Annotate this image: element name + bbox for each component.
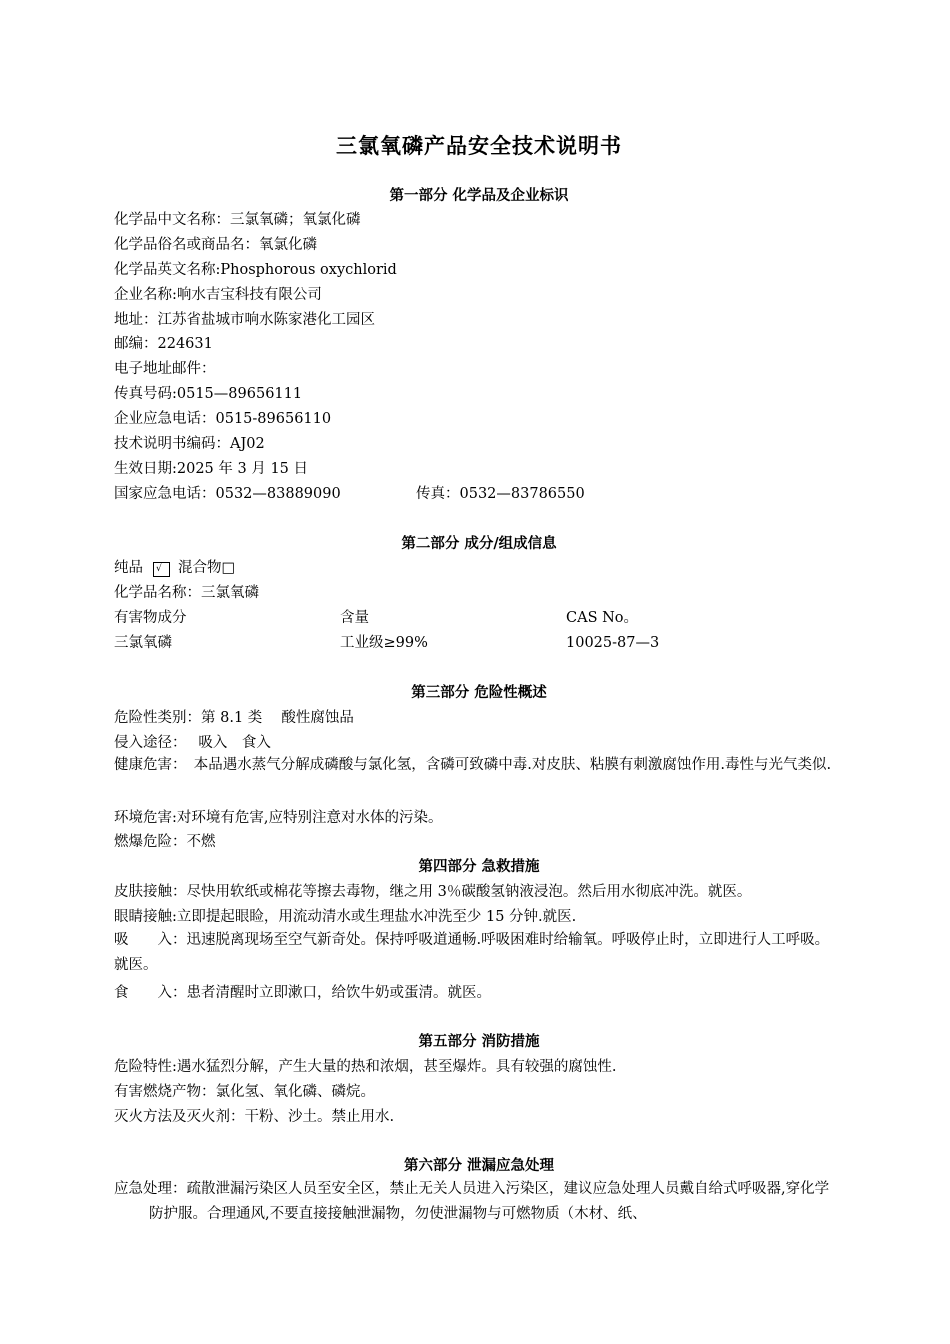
chinese-name-line: 化学品中文名称：三氯氧磷；氧氯化磷 <box>114 212 361 228</box>
emergency-phone-line: 企业应急电话：0515-89656110 <box>114 411 332 427</box>
national-fax: 传真：0532—83786550 <box>416 486 585 502</box>
section-2-heading: 第二部分 成分/组成信息 <box>401 535 557 552</box>
email-line: 电子地址邮件： <box>114 361 216 377</box>
ingestion-line: 食 入：患者清醒时立即漱口，给饮牛奶或蛋清。就医。 <box>114 985 491 1001</box>
health-hazard-paragraph: 健康危害： 本品遇水蒸气分解成磷酸与氯化氢，含磷可致磷中毒.对皮肤、粘膜有刺激腐蚀作用.毒性与光气类似. <box>114 757 832 773</box>
combustion-products-line: 有害燃烧产物：氯化氢、氧化磷、磷烷。 <box>114 1084 375 1100</box>
national-phone: 国家应急电话：0532—83889090 <box>114 486 341 502</box>
skin-contact-line: 皮肤接触：尽快用软纸或棉花等擦去毒物，继之用 3％碳酸氢钠液浸泡。然后用水彻底冲洗。就医。 <box>114 884 752 900</box>
fire-hazard-property-line: 危险特性:遇水猛烈分解，产生大量的热和浓烟，甚至爆炸。具有较强的腐蚀性. <box>114 1059 617 1075</box>
doc-code-line: 技术说明书编码：AJ02 <box>114 436 265 452</box>
company-name-line: 企业名称:响水吉宝科技有限公司 <box>114 287 322 303</box>
fire-hazard-line: 燃爆危险：不燃 <box>114 834 216 850</box>
hazard-category-line: 危险性类别：第 8.1 类 酸性腐蚀品 <box>114 710 354 726</box>
address-line: 地址：江苏省盐城市响水陈家港化工园区 <box>114 312 375 328</box>
purity-line <box>114 556 235 577</box>
header-component: 有害物成分 <box>114 610 187 626</box>
effective-date-line: 生效日期:2025 年 3 月 15 日 <box>114 461 309 477</box>
cell-cas: 10025-87—3 <box>566 635 660 651</box>
environment-hazard-line: 环境危害:对环境有危害,应特别注意对水体的污染。 <box>114 810 443 826</box>
pure-label: 纯品 <box>114 560 143 576</box>
section-5-heading: 第五部分 消防措施 <box>418 1033 540 1050</box>
cell-component: 三氯氧磷 <box>114 635 172 651</box>
exposure-route-line: 侵入途径： 吸入 食入 <box>114 735 271 751</box>
check-mark-icon: √ <box>156 564 162 574</box>
national-contact-line <box>114 482 585 503</box>
inhalation-paragraph: 吸 入：迅速脱离现场至空气新奇处。保持呼吸道通畅.呼吸困难时给输氧。呼吸停止时，立即进行人工呼吸。就医。 <box>114 932 830 973</box>
extinguishing-method-line: 灭火方法及灭火剂：干粉、沙土。禁止用水. <box>114 1109 395 1125</box>
emergency-response-paragraph: 应急处理：疏散泄漏污染区人员至安全区，禁止无关人员进入污染区，建议应急处理人员戴自给式呼吸器,穿化学防护服。合理通风,不要直接接触泄漏物，勿使泄漏物与可燃物质（木材、纸、 <box>114 1181 830 1222</box>
pure-checkbox <box>153 562 170 577</box>
section-1-heading: 第一部分 化学品及企业标识 <box>389 187 569 204</box>
section-4-heading: 第四部分 急救措施 <box>418 858 540 875</box>
composition-header-row <box>114 606 638 627</box>
header-content: 含量 <box>340 610 369 626</box>
section-3-heading: 第三部分 危险性概述 <box>411 684 547 701</box>
common-name-line: 化学品俗名或商品名：氧氯化磷 <box>114 237 317 253</box>
postcode-line: 邮编：224631 <box>114 336 213 352</box>
section-6-heading: 第六部分 泄漏应急处理 <box>403 1157 555 1174</box>
document-title: 三氯氧磷产品安全技术说明书 <box>336 133 622 158</box>
eye-contact-line: 眼睛接触:立即提起眼睑，用流动清水或生理盐水冲洗至少 15 分钟.就医. <box>114 909 577 925</box>
chemical-name-line: 化学品名称：三氯氧磷 <box>114 585 259 601</box>
header-cas: CAS No。 <box>566 610 639 626</box>
fax-line: 传真号码:0515—89656111 <box>114 386 303 402</box>
english-name-line: 化学品英文名称:Phosphorous oxychlorid <box>114 262 397 278</box>
mixture-label: 混合物□ <box>178 560 236 576</box>
cell-content: 工业级≥99% <box>340 635 428 651</box>
composition-row <box>114 631 659 652</box>
